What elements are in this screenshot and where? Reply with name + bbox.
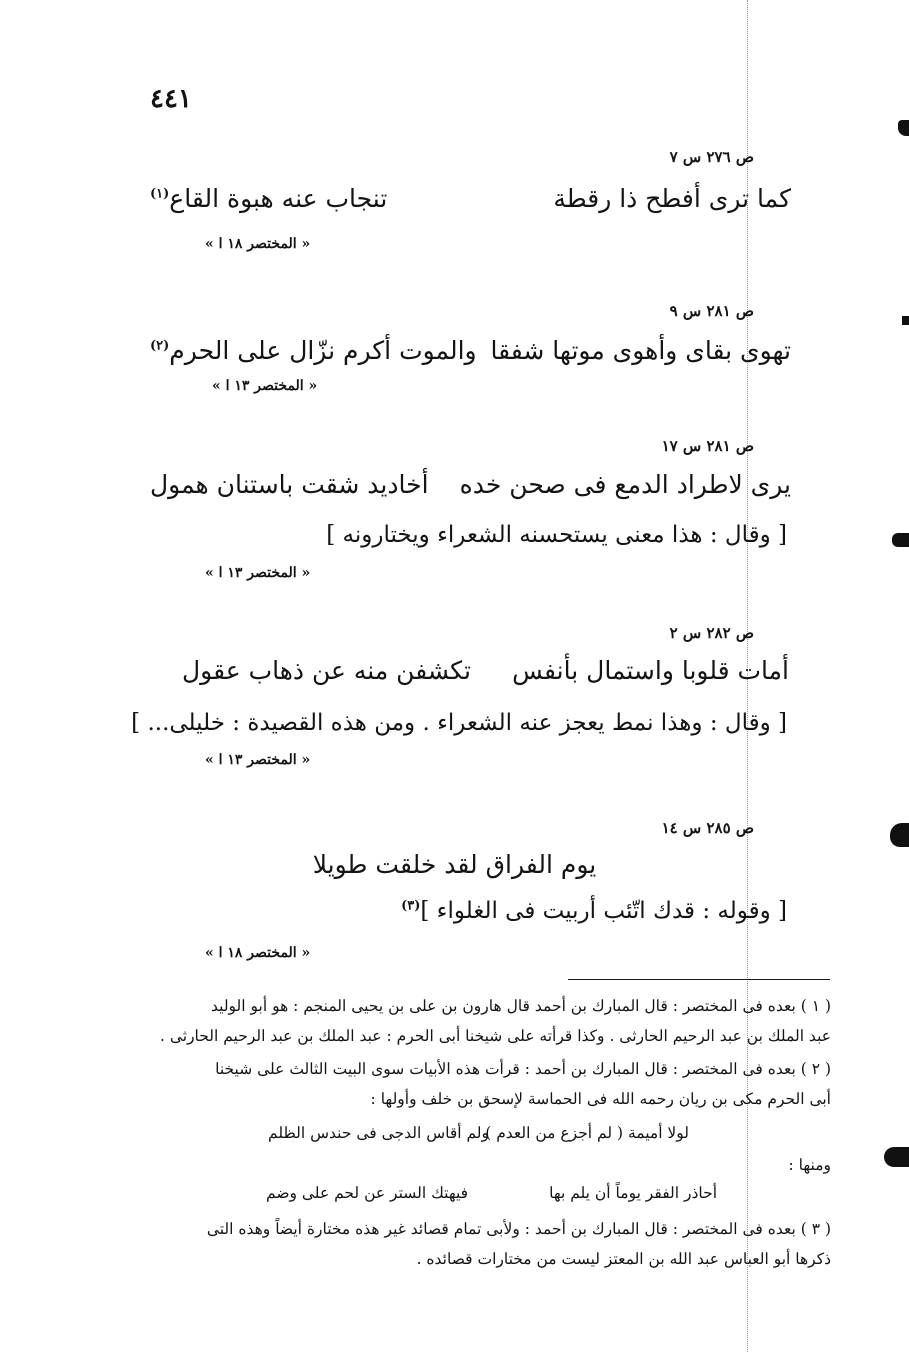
footnote-3-line-2: ذكرها أبو العباس عبد الله بن المعتز ليست من مختارات قصائده . — [416, 1250, 831, 1268]
footnote-verse-hemistich: أحاذر الفقر يوماً أن يلم بها — [549, 1184, 717, 1202]
hemistich-left-text: والموت أكرم نزّال على الحرم — [169, 336, 477, 365]
source-citation: « المختصر ١٨ ا » — [205, 945, 311, 961]
scan-edge-mark — [892, 533, 909, 547]
footnote-1-line-1: ( ١ ) بعده فى المختصر : قال المبارك بن أحمد قال هارون بن على بن يحيى المنجم : هو أبو الوليد — [211, 997, 831, 1015]
hemistich-right: يرى لاطراد الدمع فى صحن خده — [459, 470, 791, 499]
hemistich-right: كما ترى أفطح ذا رقطة — [553, 184, 791, 213]
footnote-verse-hemistich: فيهتك الستر عن لحم على وضم — [266, 1184, 469, 1202]
source-citation: « المختصر ١٣ ا » — [212, 378, 318, 394]
source-citation: « المختصر ١٨ ا » — [205, 236, 311, 252]
page-number: ٤٤١ — [150, 84, 192, 114]
verse-line — [150, 336, 791, 365]
editor-note-text: [ وقوله : قدك اتّئب أربيت فى الغلواء ] — [420, 898, 787, 924]
hemistich-left-text: تنجاب عنه هبوة القاع — [169, 184, 388, 213]
verse-line — [182, 656, 789, 685]
source-citation: « المختصر ١٣ ا » — [205, 565, 311, 581]
hemistich-left: أخاديد شقت باستنان همول — [150, 470, 429, 499]
hemistich-right: تهوى بقاى وأهوى موتها شفقا — [490, 336, 791, 365]
entry-reference: ص ٢٧٦ س ٧ — [669, 148, 754, 166]
scan-edge-mark — [884, 1147, 909, 1167]
footnote-verse-hemistich: ولم أقاس الدجى فى حندس الظلم — [268, 1124, 490, 1142]
verse-line — [300, 850, 609, 879]
hemistich-left — [150, 184, 387, 213]
footnote-marker: (٣) — [401, 898, 421, 914]
footnote-3-line-1: ( ٣ ) بعده فى المختصر : قال المبارك بن أحمد : ولأبى تمام قصائد غير هذه مختارة أيضاً وهذه التى — [206, 1220, 831, 1238]
hemistich-right: أمات قلوبا واستمال بأنفس — [512, 656, 789, 685]
verse-line — [150, 470, 791, 499]
verse-line — [150, 184, 791, 213]
source-citation: « المختصر ١٣ ا » — [205, 752, 311, 768]
footnote-1-line-2: عبد الملك بن عبد الرحيم الحارثى . وكذا قرأته على شيخنا أبى الحرم : عبد الملك بن عبد الرحيم الحارثى . — [159, 1027, 831, 1045]
footnote-marker: (١) — [150, 186, 170, 202]
scan-edge-mark — [890, 823, 909, 847]
hemistich-left: تكشفن منه عن ذهاب عقول — [182, 656, 471, 685]
scan-edge-mark — [898, 120, 909, 136]
footnote-minha-label: ومنها : — [788, 1156, 831, 1174]
footnote-2-line-1: ( ٢ ) بعده فى المختصر : قال المبارك بن أحمد : قرأت هذه الأبيات سوى البيت الثالث على شيخنا — [215, 1060, 831, 1078]
editor-note — [401, 898, 787, 924]
entry-reference: ص ٢٨١ س ٩ — [669, 302, 754, 320]
hemistich-left — [150, 336, 477, 365]
entry-reference: ص ٢٨٥ س ١٤ — [661, 819, 754, 837]
entry-reference: ص ٢٨٢ س ٢ — [669, 624, 754, 642]
scan-edge-mark — [902, 316, 909, 325]
editor-note: [ وقال : وهذا نمط يعجز عنه الشعراء . ومن هذه القصيدة : خليلى... ] — [131, 710, 787, 736]
footnote-marker: (٢) — [150, 338, 170, 354]
footnote-separator — [568, 979, 830, 980]
footnote-verse-hemistich: لولا أميمة ( لم أجزع من العدم ) — [485, 1124, 689, 1142]
entry-reference: ص ٢٨١ س ١٧ — [661, 437, 754, 455]
footnote-2-line-2: أبى الحرم مكى بن ريان رحمه الله فى الحماسة لإسحق بن خلف وأولها : — [370, 1090, 831, 1108]
verse-single: يوم الفراق لقد خلقت طويلا — [312, 850, 597, 879]
editor-note: [ وقال : هذا معنى يستحسنه الشعراء ويختارونه ] — [326, 522, 787, 548]
